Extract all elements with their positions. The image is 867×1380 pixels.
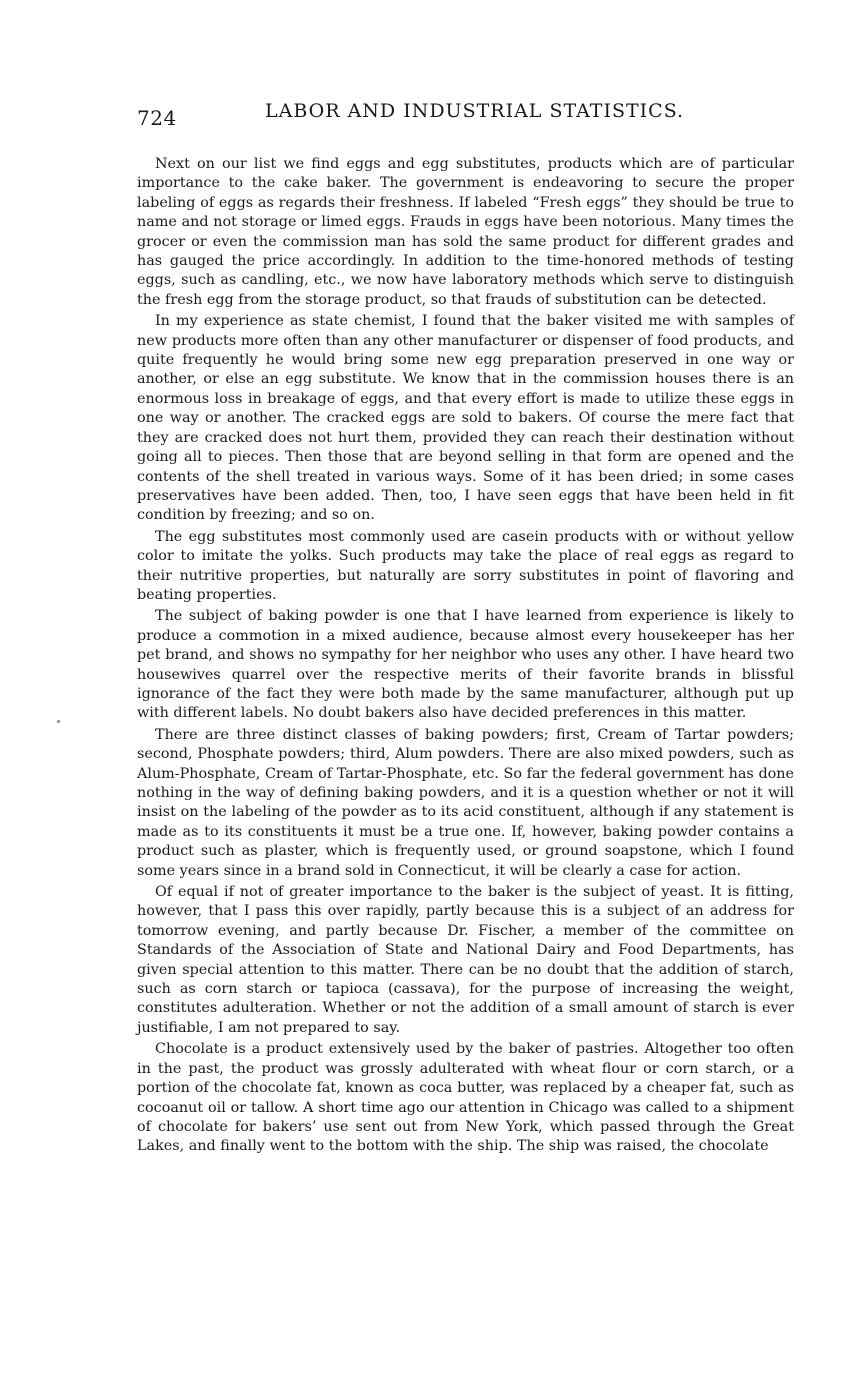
paragraph-eggs: Next on our list we find eggs and egg substitutes, products which are of particular importance to the cake baker. The government is endeavoring to secure the proper labeling of eggs as regards their freshness. If labeled “Fresh eggs” they should be true to name and not storage or limed eggs. Frauds in eggs have been notorious. Many times the grocer or even the commission man has sold the same product for different grades and has gauged the price accordingly. In addition to the time-honored methods of testing eggs, such as candling, etc., we now have laboratory methods which serve to distinguish the fresh egg from the storage product, so that frauds of substitution can be detected. bbox=[137, 156, 794, 308]
page-header bbox=[137, 100, 797, 130]
page-number: 724 bbox=[137, 106, 177, 130]
running-title: LABOR AND INDUSTRIAL STATISTICS. bbox=[265, 100, 685, 122]
paragraph-yeast: Of equal if not of greater importance to the baker is the subject of yeast. It is fitting, however, that I pass this over rapidly, partly because this is a subject of an address for tomorrow evening, and partly because Dr. Fischer, a member of the committee on Standards of the Association of State and National Dairy and Food Departments, has given special attention to this matter. There can be no doubt that the addition of starch, such as corn starch or tapioca (cassava), for the purpose of increasing the weight, constitutes adulteration. Whether or not the addition of a small amount of starch is ever justifiable, I am not prepared to say. bbox=[137, 884, 794, 1036]
paragraph-state-chemist: In my experience as state chemist, I found that the baker visited me with samples of new products more often than any other manufacturer or dispenser of food products, and quite frequently he would bring some new egg preparation preserved in one way or another, or else an egg substitute. We know that in the commission houses there is an enormous loss in breakage of eggs, and that every effort is made to utilize these eggs in one way or another. The cracked eggs are sold to bakers. Of course the mere fact that they are cracked does not hurt them, provided they can reach their destination without going all to pieces. Then those that are beyond selling in that form are opened and the contents of the shell treated in various ways. Some of it has been dried; in some cases preservatives have been added. Then, too, I have seen eggs that have been held in fit condition by freezing; and so on. bbox=[137, 313, 794, 524]
paragraph-chocolate: Chocolate is a product extensively used by the baker of pastries. Altogether too often in the past, the product was grossly adulterated with wheat flour or corn starch, or a portion of the chocolate fat, known as coca butter, was replaced by a cheaper fat, such as cocoanut oil or tallow. A short time ago our attention in Chicago was called to a shipment of chocolate for bakers’ use sent out from New York, which passed through the Great Lakes, and finally went to the bottom with the ship. The ship was raised, the chocolate bbox=[137, 1041, 794, 1155]
ink-spot bbox=[57, 720, 60, 723]
paragraph-powder-classes: There are three distinct classes of baking powders; first, Cream of Tartar powders; second, Phosphate powders; third, Alum powders. There are also mixed powders, such as Alum-Phosphate, Cream of Tartar-Phosphate, etc. So far the federal government has done nothing in the way of defining baking powders, and it is a question whether or not it will insist on the labeling of the powder as to its acid constituent, although if any statement is made as to its constituents it must be a true one. If, however, baking powder contains a product such as plaster, which is frequently used, or ground soapstone, which I found some years since in a brand sold in Connecticut, it will be clearly a case for action. bbox=[137, 726, 794, 879]
body-text bbox=[137, 155, 794, 1157]
paragraph-egg-substitutes: The egg substitutes most commonly used are casein products with or without yellow color to imitate the yolks. Such products may take the place of real eggs as regard to their nutritive properties, but naturally are sorry substitutes in point of flavoring and beating properties. bbox=[137, 528, 794, 603]
paragraph-baking-powder: The subject of baking powder is one that I have learned from experience is likely to produce a commotion in a mixed audience, because almost every housekeeper has her pet brand, and shows no sympathy for her neighbor who uses any other. I have heard two housewives quarrel over the respective merits of their favorite brands in blissful ignorance of the fact they were both made by the same manufacturer, although put up with different labels. No doubt bakers also have decided preferences in this matter. bbox=[137, 608, 794, 722]
